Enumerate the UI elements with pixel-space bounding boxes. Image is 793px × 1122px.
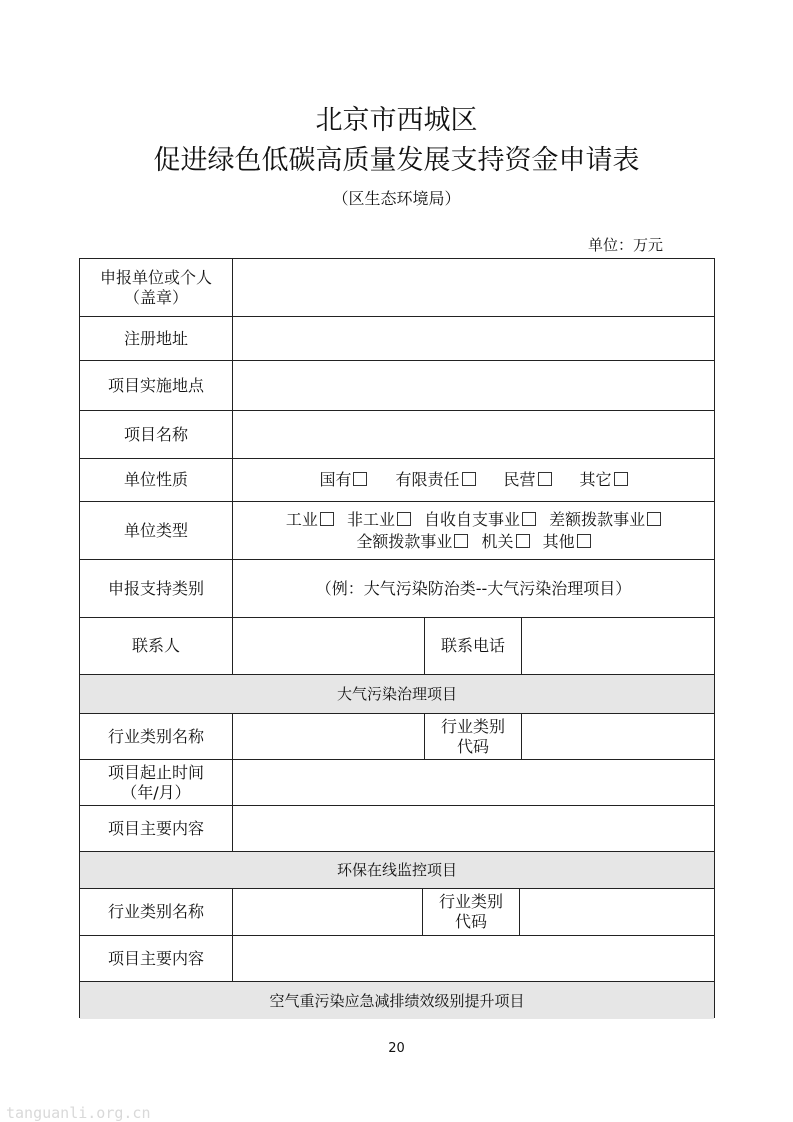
row-unit-type	[80, 502, 714, 560]
unit-nature-label: 单位性质	[80, 459, 233, 501]
air-industry-code-field[interactable]	[522, 714, 714, 759]
row-project-name	[80, 411, 714, 459]
applicant-field[interactable]	[233, 259, 714, 316]
project-location-label: 项目实施地点	[80, 361, 233, 410]
checkbox-icon[interactable]	[522, 512, 536, 526]
title-line-1: 北京市西城区	[315, 105, 478, 136]
unit-type-option[interactable]: 全额拨款事业	[356, 532, 468, 551]
section-air-title: 大气污染治理项目	[336, 685, 457, 703]
row-project-location	[80, 361, 714, 411]
unit-type-option[interactable]: 其他	[543, 532, 591, 551]
section-monitor-header	[80, 852, 714, 889]
support-category-label: 申报支持类别	[80, 560, 233, 617]
unit-nature-option[interactable]: 国有	[319, 470, 367, 490]
row-contacts	[80, 618, 714, 675]
applicant-label	[80, 259, 233, 316]
checkbox-icon[interactable]	[353, 472, 367, 486]
unit-label: 单位：万元	[588, 236, 664, 254]
monitor-industry-code-label: 行业类别 代码	[423, 889, 520, 935]
project-location-field[interactable]	[233, 361, 714, 410]
watermark: tanguanli.org.cn	[6, 1104, 151, 1122]
air-content-label: 项目主要内容	[80, 806, 233, 851]
contact-person-label: 联系人	[80, 618, 233, 674]
row-air-industry	[80, 714, 714, 760]
checkbox-icon[interactable]	[462, 472, 476, 486]
air-industry-name-field[interactable]	[233, 714, 425, 759]
page-number: 20	[388, 1041, 405, 1056]
contact-phone-field[interactable]	[522, 618, 714, 674]
monitor-content-field[interactable]	[233, 936, 714, 981]
applicant-label-line1: 申报单位或个人	[99, 267, 212, 287]
unit-type-option[interactable]: 非工业	[347, 510, 411, 529]
unit-type-option[interactable]: 工业	[286, 510, 334, 529]
air-industry-code-label: 行业类别 代码	[425, 714, 522, 759]
unit-type-label: 单位类型	[80, 502, 233, 559]
checkbox-icon[interactable]	[577, 534, 591, 548]
unit-nature-options	[233, 459, 714, 501]
section-emergency-header	[80, 982, 714, 1019]
air-period-field[interactable]	[233, 760, 714, 805]
registered-address-label: 注册地址	[80, 317, 233, 360]
air-period-label: 项目起止时间 （年/月）	[80, 760, 233, 805]
row-registered-address	[80, 317, 714, 361]
checkbox-icon[interactable]	[647, 512, 661, 526]
checkbox-icon[interactable]	[397, 512, 411, 526]
row-monitor-content	[80, 936, 714, 982]
checkbox-icon[interactable]	[538, 472, 552, 486]
registered-address-field[interactable]	[233, 317, 714, 360]
row-unit-nature	[80, 459, 714, 502]
unit-type-option[interactable]: 差额拨款事业	[549, 510, 661, 529]
applicant-label-line2: （盖章）	[123, 287, 188, 307]
monitor-industry-name-field[interactable]	[233, 889, 423, 935]
unit-type-option[interactable]: 机关	[481, 532, 529, 551]
support-category-field[interactable]: （例：大气污染防治类--大气污染治理项目）	[315, 578, 632, 598]
row-applicant	[80, 259, 714, 317]
monitor-industry-code-field[interactable]	[520, 889, 714, 935]
row-air-period	[80, 760, 714, 806]
subtitle: （区生态环境局）	[332, 189, 461, 208]
title-line-2: 促进绿色低碳高质量发展支持资金申请表	[153, 145, 640, 176]
checkbox-icon[interactable]	[320, 512, 334, 526]
monitor-industry-name-label: 行业类别名称	[80, 889, 233, 935]
monitor-content-label: 项目主要内容	[80, 936, 233, 981]
section-monitor-title: 环保在线监控项目	[336, 861, 457, 879]
checkbox-icon[interactable]	[454, 534, 468, 548]
row-monitor-industry	[80, 889, 714, 936]
checkbox-icon[interactable]	[516, 534, 530, 548]
checkbox-icon[interactable]	[614, 472, 628, 486]
air-content-field[interactable]	[233, 806, 714, 851]
section-emergency-title: 空气重污染应急减排绩效级别提升项目	[269, 991, 525, 1010]
project-name-field[interactable]	[233, 411, 714, 458]
application-form	[79, 258, 715, 1018]
unit-nature-option[interactable]: 民营	[504, 470, 552, 490]
unit-nature-option[interactable]: 有限责任	[395, 470, 475, 490]
unit-type-options	[233, 502, 714, 559]
section-air-header	[80, 675, 714, 714]
unit-nature-option[interactable]: 其它	[580, 470, 628, 490]
row-support-category	[80, 560, 714, 618]
project-name-label: 项目名称	[80, 411, 233, 458]
contact-phone-label: 联系电话	[425, 618, 522, 674]
air-industry-name-label: 行业类别名称	[80, 714, 233, 759]
row-air-content	[80, 806, 714, 852]
contact-person-field[interactable]	[233, 618, 425, 674]
unit-type-option[interactable]: 自收自支事业	[424, 510, 536, 529]
